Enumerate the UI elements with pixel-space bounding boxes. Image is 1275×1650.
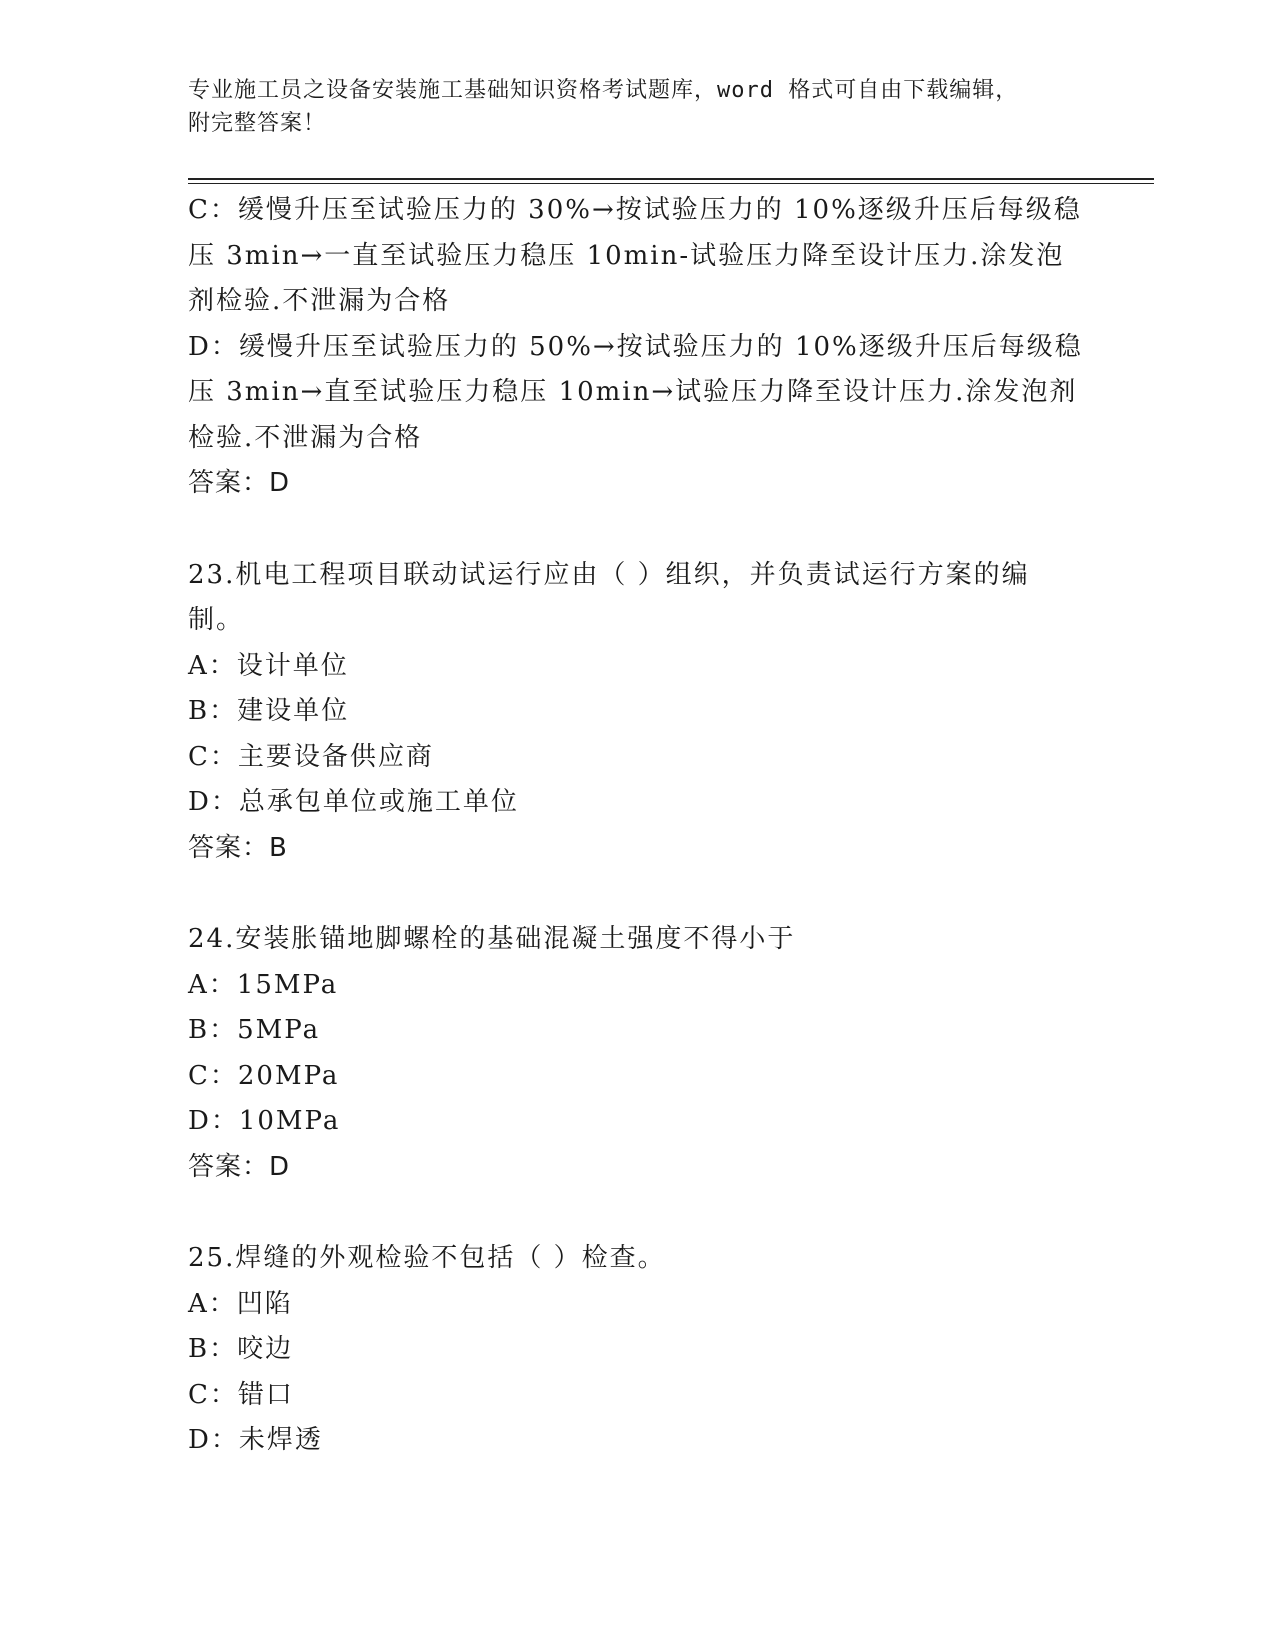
answer-label: 答案：D — [188, 1151, 291, 1182]
option-c-line: C：缓慢升压至试验压力的 30%→按试验压力的 10%逐级升压后每级稳 — [188, 195, 1082, 225]
option-c-line: 压 3min→一直至试验压力稳压 10min-试验压力降至设计压力.涂发泡 — [188, 240, 1065, 271]
question-25 — [188, 1236, 1088, 1464]
question-text: 23.机电工程项目联动试运行应由（ ）组织，并负责试运行方案的编 — [188, 559, 1030, 590]
option-d: D：10MPa — [188, 1106, 341, 1136]
option-b: B：5MPa — [188, 1015, 321, 1045]
question-22-tail — [188, 188, 1088, 507]
header-rule-thin — [188, 183, 1154, 184]
option-a: A：15MPa — [188, 969, 339, 1000]
option-a: A：设计单位 — [188, 650, 349, 681]
option-b: B：建设单位 — [188, 696, 350, 726]
option-d: D：总承包单位或施工单位 — [188, 787, 519, 817]
document-header — [188, 74, 1068, 140]
header-line-2: 附完整答案！ — [188, 111, 327, 136]
answer-label: 答案：D — [188, 468, 291, 498]
header-line-1: 专业施工员之设备安装施工基础知识资格考试题库，word 格式可自由下载编辑， — [188, 78, 1019, 103]
option-c-line: 剂检验.不泄漏为合格 — [188, 286, 451, 316]
header-rule-thick — [188, 178, 1154, 180]
question-23 — [188, 553, 1088, 872]
option-d-line: D：缓慢升压至试验压力的 50%→按试验压力的 10%逐级升压后每级稳 — [188, 331, 1083, 362]
option-c: C：20MPa — [188, 1060, 340, 1091]
answer-label: 答案：B — [188, 832, 288, 863]
option-d-line: 检验.不泄漏为合格 — [188, 422, 423, 453]
option-c: C：错口 — [188, 1379, 294, 1410]
question-24 — [188, 917, 1088, 1190]
option-d-line: 压 3min→直至试验压力稳压 10min→试验压力降至设计压力.涂发泡剂 — [188, 377, 1078, 407]
question-content — [188, 188, 1088, 1464]
option-b: B：咬边 — [188, 1334, 294, 1364]
question-text: 25.焊缝的外观检验不包括（ ）检查。 — [188, 1243, 666, 1273]
question-text: 制。 — [188, 605, 245, 635]
option-d: D：未焊透 — [188, 1425, 323, 1455]
option-a: A：凹陷 — [188, 1288, 293, 1319]
option-c: C：主要设备供应商 — [188, 741, 434, 772]
question-text: 24.安装胀锚地脚螺栓的基础混凝土强度不得小于 — [188, 924, 796, 954]
